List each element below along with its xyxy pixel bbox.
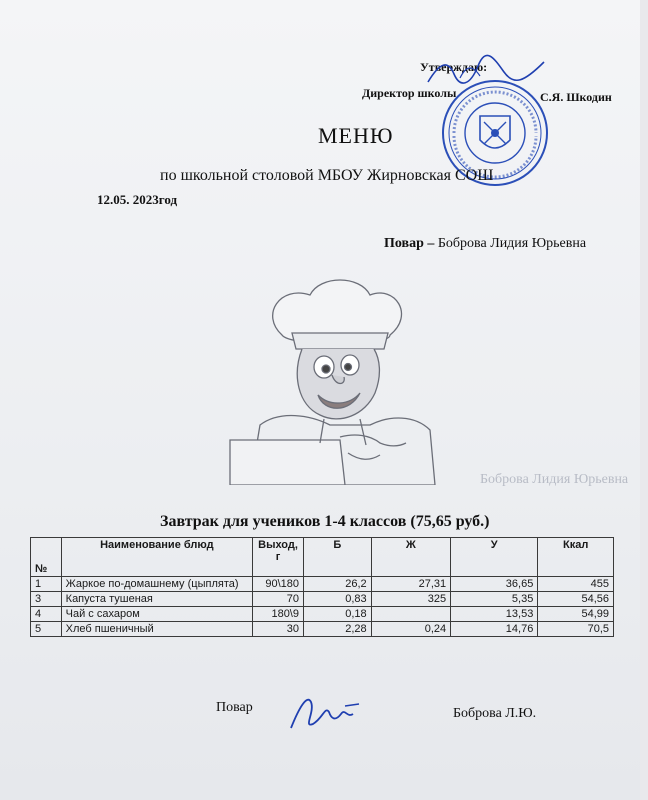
col-kcal: Ккал — [538, 538, 614, 577]
row-number: 1 — [31, 577, 62, 592]
dish-kcal: 455 — [538, 577, 614, 592]
dish-kcal: 54,99 — [538, 607, 614, 622]
dish-protein: 0,18 — [303, 607, 371, 622]
director-label: Директор школы — [362, 86, 457, 100]
page-title: МЕНЮ — [318, 123, 394, 148]
dish-protein: 26,2 — [303, 577, 371, 592]
cook-label: Повар – — [384, 236, 435, 251]
dish-name: Жаркое по-домашнему (цыплята) — [61, 577, 252, 592]
dish-kcal: 70,5 — [538, 622, 614, 637]
table-row — [31, 592, 614, 607]
dish-fat: 0,24 — [371, 622, 450, 637]
row-number: 5 — [31, 622, 62, 637]
dish-output: 70 — [253, 592, 304, 607]
dish-name: Хлеб пшеничный — [61, 622, 252, 637]
dish-carbs: 36,65 — [451, 577, 538, 592]
page-subtitle: по школьной столовой МБОУ Жирновская СОШ — [160, 167, 494, 184]
table-row — [31, 622, 614, 637]
dish-output: 30 — [253, 622, 304, 637]
dish-protein: 0,83 — [303, 592, 371, 607]
col-carbs: У — [451, 538, 538, 577]
dish-output: 180\9 — [253, 607, 304, 622]
menu-date: 12.05. 2023год — [97, 192, 178, 207]
footer-cook-name: Боброва Л.Ю. — [453, 706, 537, 721]
cook-name: Боброва Лидия Юрьевна — [437, 236, 587, 251]
table-row — [31, 607, 614, 622]
dish-fat: 27,31 — [371, 577, 450, 592]
cook-signature — [285, 688, 365, 736]
dish-carbs: 13,53 — [451, 607, 538, 622]
chef-illustration — [220, 275, 460, 485]
dish-protein: 2,28 — [303, 622, 371, 637]
dish-name: Капуста тушеная — [61, 592, 252, 607]
row-number: 4 — [31, 607, 62, 622]
meal-title: Завтрак для учеников 1-4 классов (75,65 руб.) — [160, 513, 490, 530]
table-header-row — [31, 538, 614, 577]
menu-table — [30, 537, 614, 637]
table-row — [31, 577, 614, 592]
col-dish-name: Наименование блюд — [61, 538, 252, 577]
dish-carbs: 5,35 — [451, 592, 538, 607]
col-protein: Б — [303, 538, 371, 577]
col-number: № — [31, 538, 62, 577]
dish-name: Чай с сахаром — [61, 607, 252, 622]
col-output: Выход, г — [253, 538, 304, 577]
approve-label: Утверждаю: — [420, 60, 488, 74]
dish-output: 90\180 — [253, 577, 304, 592]
col-fat: Ж — [371, 538, 450, 577]
dish-fat: 325 — [371, 592, 450, 607]
dish-carbs: 14,76 — [451, 622, 538, 637]
director-name: С.Я. Шкодин — [540, 90, 612, 104]
cook-line — [384, 236, 586, 252]
dish-fat — [371, 607, 450, 622]
dish-kcal: 54,56 — [538, 592, 614, 607]
row-number: 3 — [31, 592, 62, 607]
faint-bleedthrough-text: Боброва Лидия Юрьевна — [480, 472, 629, 487]
footer-cook-label: Повар — [216, 700, 253, 715]
